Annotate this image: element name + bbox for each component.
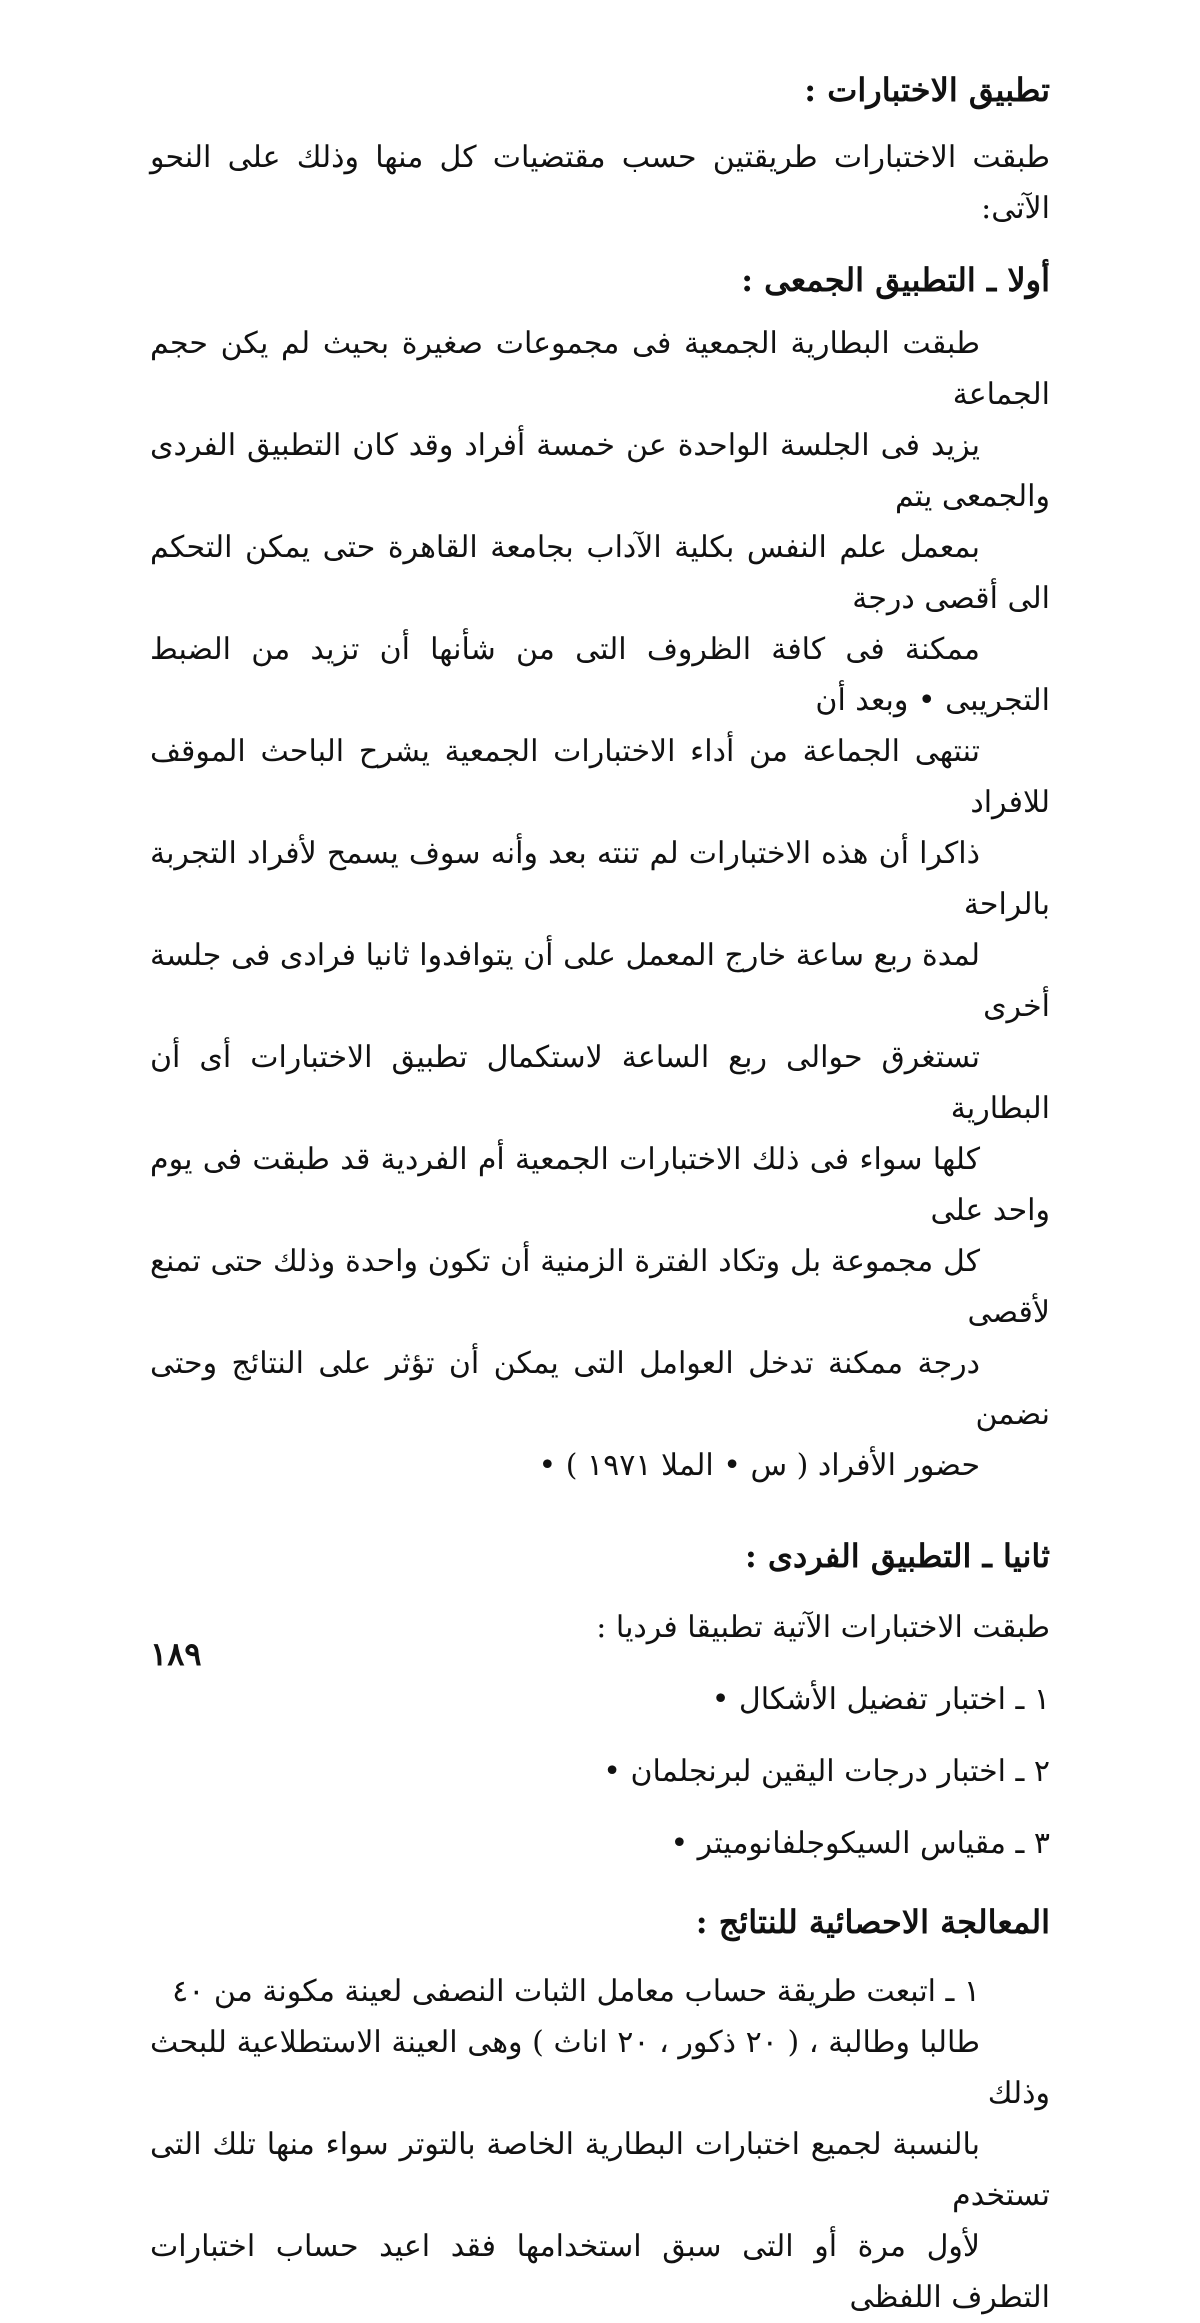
text-line: تنتهى الجماعة من أداء الاختبارات الجمعية يشرح الباحث الموقف للافراد [150,734,1050,820]
list-item: ٣ ـ مقياس السيكوجلفانوميتر • [670,1826,1050,1861]
text-line: يزيد فى الجلسة الواحدة عن خمسة أفراد وقد كان التطبيق الفردى والجمعى يتم [150,428,1050,514]
text-line: طالبا وطالبة ، ( ٢٠ ذكور ، ٢٠ اناث ) وهى العينة الاستطلاعية للبحث وذلك [150,2025,1050,2111]
text-line: ١ ـ اتبعت طريقة حساب معامل الثبات النصفى لعينة مكونة من ٤٠ [172,1974,980,2009]
subheading-group-application: أولا ـ التطبيق الجمعى : [741,261,1050,299]
section-heading-test-application: تطبيق الاختبارات : [804,71,1050,109]
individual-intro-paragraph: طبقت الاختبارات الآتية تطبيقا فرديا : [596,1610,1050,1645]
list-item: ٢ ـ اختبار درجات اليقين لبرنجلمان • [603,1754,1050,1789]
text-line: حضور الأفراد ( س • الملا ١٩٧١ ) • [538,1448,980,1483]
text-line: درجة ممكنة تدخل العوامل التى يمكن أن تؤثر على النتائج وحتى نضمن [150,1346,1050,1432]
text-line: بمعمل علم النفس بكلية الآداب بجامعة القاهرة حتى يمكن التحكم الى أقصى درجة [150,530,1050,616]
subheading-statistical-treatment: المعالجة الاحصائية للنتائج : [695,1903,1050,1941]
text-line: ممكنة فى كافة الظروف التى من شأنها أن تزيد من الضبط التجريبى • وبعد أن [150,632,1050,718]
document-page [150,70,1050,2315]
text-line: تستغرق حوالى ربع الساعة لاستكمال تطبيق الاختبارات أى أن البطارية [150,1040,1050,1126]
text-line: كل مجموعة بل وتكاد الفترة الزمنية أن تكون واحدة وذلك حتى تمنع لأقصى [150,1244,1050,1330]
group-application-paragraph [150,318,1050,1491]
intro-paragraph: طبقت الاختبارات طريقتين حسب مقتضيات كل منها وذلك على النحو الآتى: [150,140,1050,226]
list-item: ١ ـ اختبار تفضيل الأشكال • [711,1682,1050,1717]
text-line: لمدة ربع ساعة خارج المعمل على أن يتوافدوا ثانيا فرادى فى جلسة أخرى [150,938,1050,1024]
text-line: كلها سواء فى ذلك الاختبارات الجمعية أم الفردية قد طبقت فى يوم واحد على [150,1142,1050,1228]
page-number: ١٨٩ [150,1635,202,1673]
text-line: طبقت البطارية الجمعية فى مجموعات صغيرة بحيث لم يكن حجم الجماعة [150,326,1050,412]
text-line: لأول مرة أو التى سبق استخدامها فقد اعيد حساب اختبارات التطرف اللفظى [150,2229,1050,2315]
statistical-paragraph [150,1966,1050,2323]
text-line: بالنسبة لجميع اختبارات البطارية الخاصة بالتوتر سواء منها تلك التى تستخدم [150,2127,1050,2213]
subheading-individual-application: ثانيا ـ التطبيق الفردى : [744,1537,1050,1575]
text-line: ذاكرا أن هذه الاختبارات لم تنته بعد وأنه سوف يسمح لأفراد التجربة بالراحة [150,836,1050,922]
